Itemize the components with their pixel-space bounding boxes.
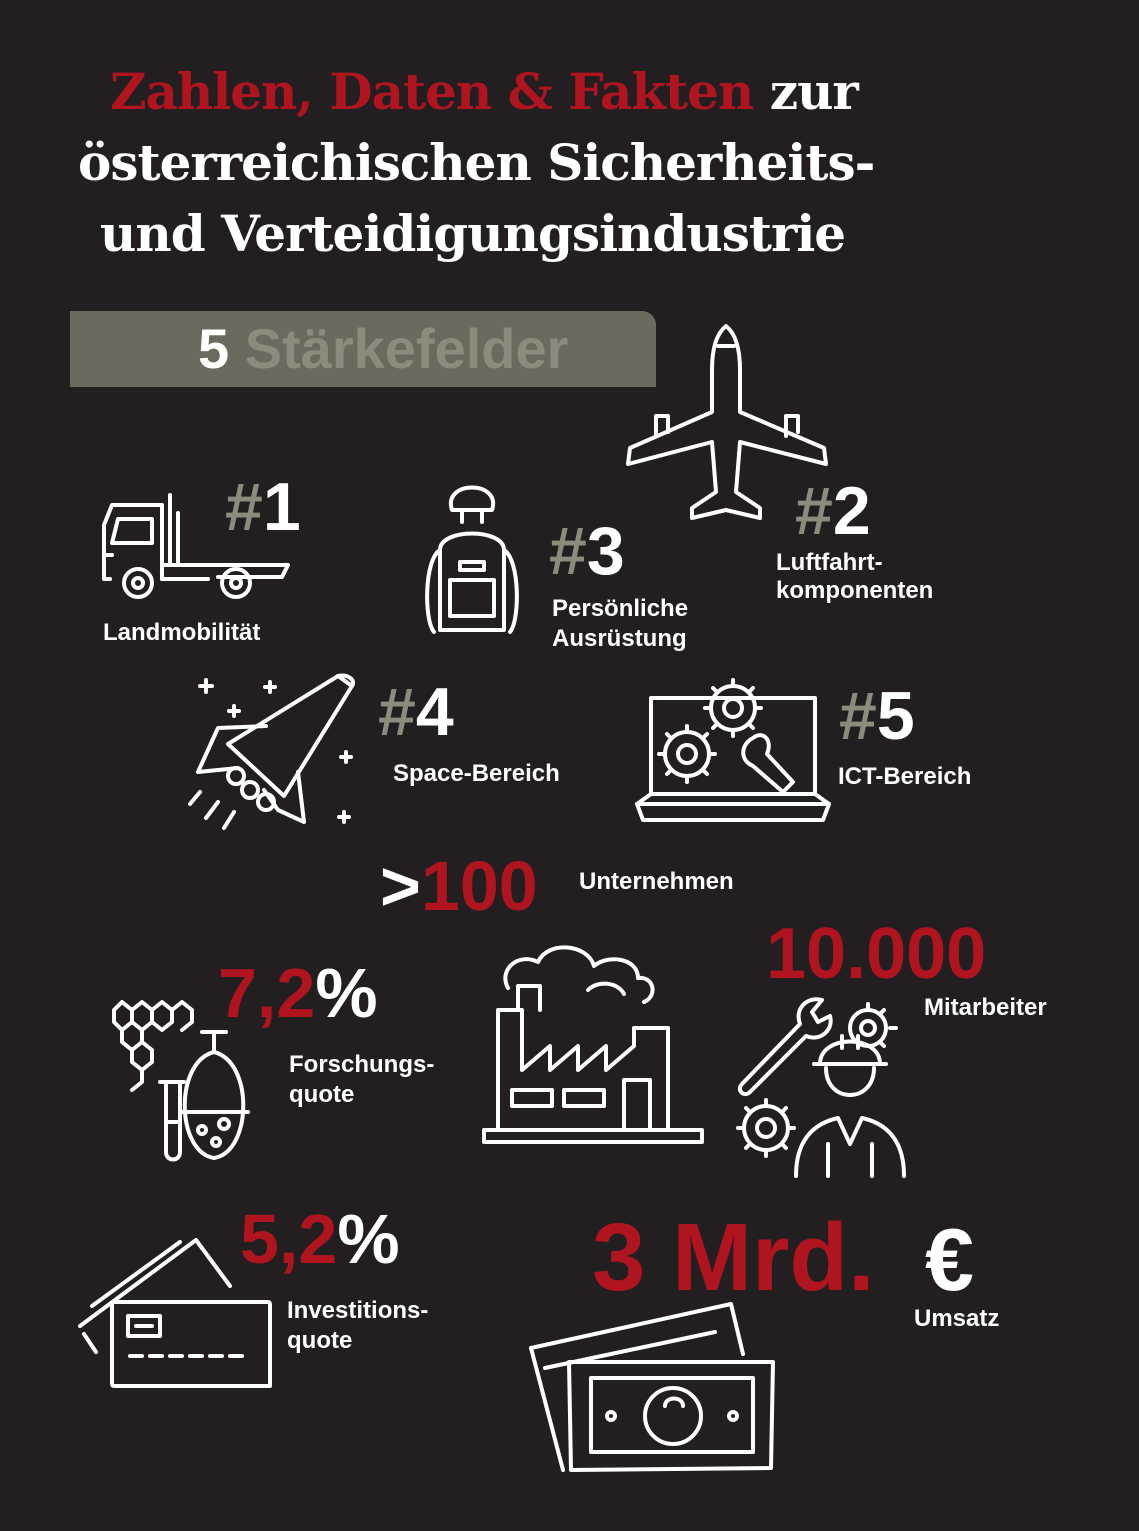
field-3-label-line-2: Ausrüstung — [552, 625, 687, 652]
investment-label-line-2: quote — [287, 1327, 353, 1354]
rank-4 — [378, 674, 454, 750]
rank-1-number: 1 — [262, 469, 301, 545]
rank-5-number: 5 — [876, 678, 915, 754]
title-line-3: und Verteidigungsindustrie — [100, 204, 846, 263]
employees-label: Mitarbeiter — [924, 994, 1047, 1021]
strengths-banner-text — [198, 311, 568, 387]
title-red-part: Zahlen, Daten & Fakten — [110, 62, 754, 121]
rank-3 — [549, 513, 625, 589]
rank-1-hash: # — [225, 469, 263, 545]
companies-prefix: > — [380, 847, 421, 925]
field-1-label: Landmobilität — [103, 619, 261, 646]
money-bills-icon — [525, 1298, 785, 1478]
rank-3-hash: # — [549, 513, 587, 589]
rank-2-hash: # — [795, 473, 833, 549]
rank-4-hash: # — [378, 674, 416, 750]
field-3-label-line-1: Persönliche — [552, 595, 689, 622]
rank-4-number: 4 — [415, 674, 454, 750]
investment-unit: % — [337, 1200, 400, 1278]
rank-2 — [795, 473, 871, 549]
banner-number: 5 — [198, 317, 230, 380]
research-label-line-2: quote — [289, 1081, 355, 1108]
rank-3-number: 3 — [586, 513, 625, 589]
worker-icon — [730, 994, 915, 1179]
banner-label: Stärkefelder — [244, 317, 569, 380]
field-4-label: Space-Bereich — [393, 760, 560, 787]
research-unit: % — [315, 954, 378, 1032]
rank-1 — [225, 469, 301, 545]
title-line-2: österreichischen Sicherheits- — [78, 133, 875, 192]
research-label-line-1: Forschungs- — [289, 1051, 435, 1078]
revenue-unit: € — [925, 1210, 974, 1309]
companies-value: 100 — [420, 847, 538, 925]
research-value: 7,2 — [218, 954, 316, 1032]
title-white-part: zur — [769, 62, 858, 121]
laptop-gears-icon — [633, 668, 833, 828]
rank-5 — [839, 678, 915, 754]
revenue-label: Umsatz — [914, 1305, 1000, 1332]
research-stat — [218, 955, 378, 1031]
rank-2-number: 2 — [832, 473, 871, 549]
employees-value: 10.000 — [766, 914, 987, 994]
backpack-icon — [422, 470, 522, 636]
investment-stat — [240, 1201, 400, 1277]
factory-icon — [478, 930, 708, 1145]
investment-label-line-1: Investitions- — [287, 1297, 429, 1324]
revenue-value: 3 Mrd. — [592, 1204, 875, 1311]
space-shuttle-icon — [188, 672, 363, 832]
investment-value: 5,2 — [240, 1200, 338, 1278]
companies-label: Unternehmen — [579, 868, 734, 895]
field-5-label: ICT-Bereich — [838, 763, 972, 790]
title-line-1 — [110, 60, 858, 124]
rank-5-hash: # — [839, 678, 877, 754]
field-2-label-line-2: komponenten — [776, 577, 934, 604]
field-2-label-line-1: Luftfahrt- — [776, 549, 883, 576]
companies-stat — [380, 848, 538, 924]
